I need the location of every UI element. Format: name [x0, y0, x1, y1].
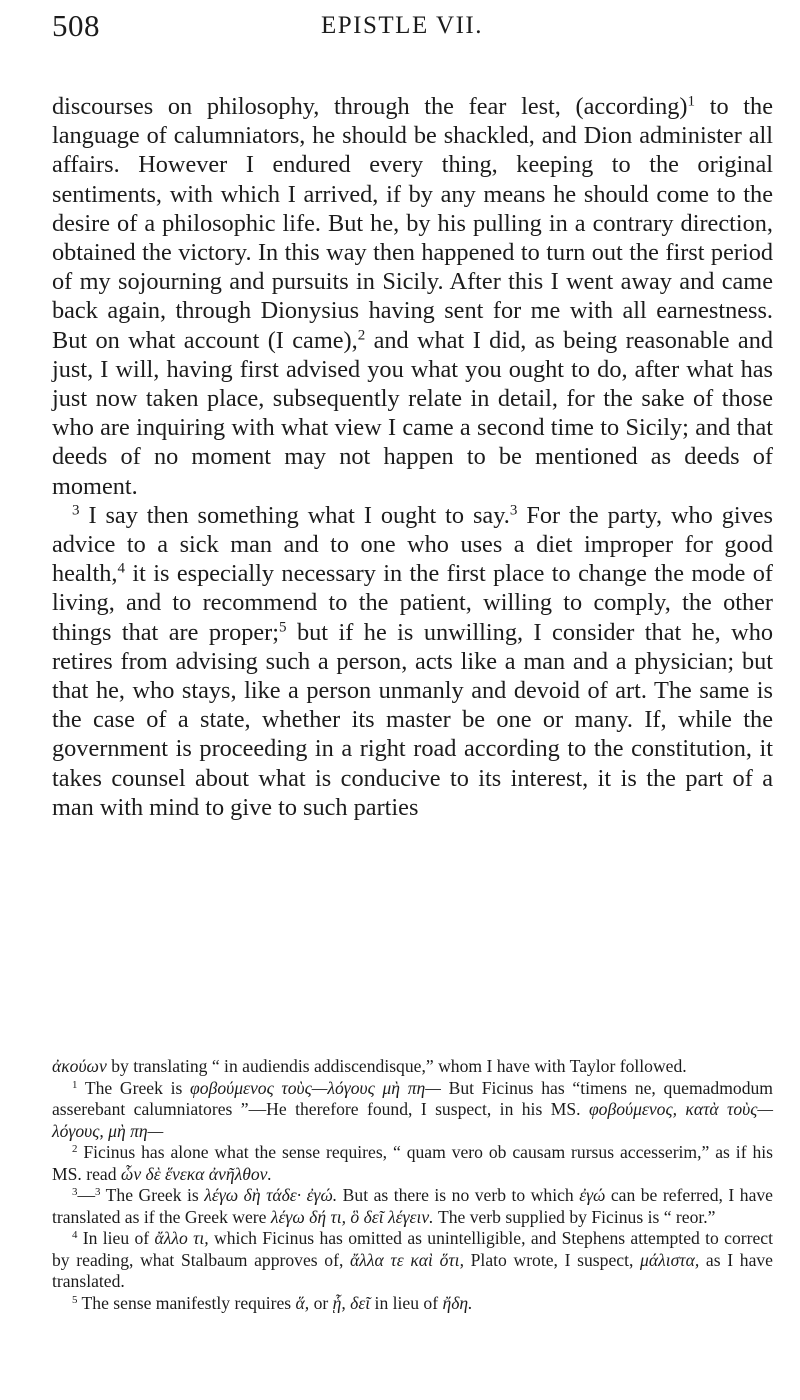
footnote-ref: 5 [279, 619, 287, 636]
text-run: The verb supplied by Ficinus is “ reor.” [433, 1206, 716, 1227]
footnote-1 [52, 1078, 773, 1143]
greek-text: μάλιστα, [640, 1249, 700, 1270]
footnote-ref: 3 [72, 1186, 78, 1198]
greek-text: ἄλλα τε καὶ ὅτι, [350, 1249, 464, 1270]
footnote-ref: 2 [72, 1143, 78, 1155]
text-run: The Greek is [100, 1185, 205, 1205]
footnote-ref: 1 [72, 1078, 78, 1091]
text-run: For the party, who gives advice to a sick man and to one who uses a diet improper for good health, [52, 501, 773, 588]
footnote-5 [52, 1293, 773, 1315]
body-paragraph [52, 501, 773, 822]
text-run: The sense manifestly requires [77, 1292, 296, 1313]
text-run: by translating “ in audiendis addiscendisque,” whom I have with Taylor followed. [106, 1056, 687, 1076]
running-header [52, 8, 752, 52]
footnote-ref: 3 [72, 502, 80, 519]
text-run: I say then something what I ought to say. [79, 501, 510, 529]
footnotes [52, 1056, 773, 1314]
greek-text: λέγω δὴ τάδε· ἐγώ. [204, 1185, 338, 1205]
footnote-3 [52, 1185, 773, 1228]
footnote-ref: 5 [72, 1293, 78, 1306]
greek-text: ἄλλο τι, [154, 1228, 209, 1248]
footnote-continuation [52, 1056, 773, 1078]
text-run: which Ficinus has omitted as unintelligible, and Stephens attempted to correct by reading, what Stalbaum approves of, [52, 1228, 773, 1270]
text-run: as I have translated. [52, 1249, 773, 1291]
text-run: discourses on philosophy, through the fear lest, (according) [52, 93, 688, 120]
greek-text: φοβούμενος, κατὰ τοὺς—λόγους, μὴ πη— [52, 1099, 773, 1141]
text-run: But as there is no verb to which [337, 1185, 580, 1205]
greek-text: ἀκούων [52, 1056, 107, 1076]
text-run: Ficinus has alone what the sense requires, “ quam vero ob causam rursus accesserim,” as if his MS. read [52, 1142, 773, 1184]
greek-text: λέγω δή τι, ὃ δεῖ λέγειν. [270, 1206, 434, 1227]
page-number: 508 [52, 8, 100, 43]
greek-text: ἐγώ [579, 1185, 606, 1205]
footnote-ref: 1 [687, 93, 696, 110]
greek-text: ᾗ, δεῖ [332, 1292, 371, 1313]
running-title: EPISTLE VII. [321, 12, 483, 39]
footnote-2 [52, 1142, 773, 1185]
footnote-ref: 3 [95, 1186, 101, 1198]
text-run: but if he is unwilling, I consider that he, who retires from advising such a person, acts like a man and a physician; but that he, who stays, like a person unmanly and devoid of art. The same is the case of a state, whether its master be one or many. If, while the government is proceeding in a right road according to the constitution, it takes counsel about what is conducive to its interest, it is the part of a man with mind to give to such parties [52, 618, 773, 821]
text-run: in lieu of [370, 1292, 443, 1313]
text-run: can be referred, I have translated as if the Greek were [52, 1185, 773, 1227]
greek-text: φοβούμενος τοὺς—λόγους μὴ πη— [190, 1077, 441, 1098]
text-run: — [77, 1185, 96, 1205]
footnote-ref: 4 [72, 1229, 78, 1241]
greek-text: ἤδη. [442, 1292, 473, 1313]
text-run: Plato wrote, I suspect, [463, 1249, 641, 1270]
text-run: it is especially necessary in the first place to change the mode of living, and to recommend to the patient, willing to comply, the other things that are proper; [52, 560, 773, 646]
text-run: In lieu of [77, 1228, 155, 1248]
text-run: and what I did, as being reasonable and just, I will, having first advised you what you ought to do, after what has just now taken place, subsequently relate in detail, for the sake of those who are inquiring with what view I came a second time to Sicily; and that deeds of no moment may not happen to be mentioned as deeds of moment. [52, 326, 774, 500]
greek-text: ἅ, [295, 1292, 310, 1313]
footnote-4 [52, 1228, 773, 1293]
greek-text: ὧν δὲ ἕνεκα ἀνῆλθον. [120, 1163, 272, 1184]
text-run: The Greek is [77, 1077, 191, 1098]
main-text [52, 92, 773, 822]
footnote-ref: 2 [357, 327, 366, 344]
text-run: to the language of calumniators, he should be shackled, and Dion administer all affairs. However I endured every thing, keeping to the original sentiments, with which I arrived, if by any means he should come to the desire of a philosophic life. But he, by his pulling in a contrary direction, obtained the victory. In this way then happened to turn out the first period of my sojourning and pursuits in Sicily. After this I went away and came back again, through Dionysius having sent for me with all earnestness. But on what account (I came), [52, 93, 773, 354]
text-run: or [309, 1292, 333, 1313]
body-paragraph [52, 92, 773, 501]
footnote-ref: 3 [509, 502, 518, 519]
footnote-ref: 4 [117, 560, 125, 577]
text-run: But Ficinus has “timens ne, quemadmodum asserebant calumniatores ”—He therefore found, I suspect, in his MS. [52, 1077, 773, 1119]
